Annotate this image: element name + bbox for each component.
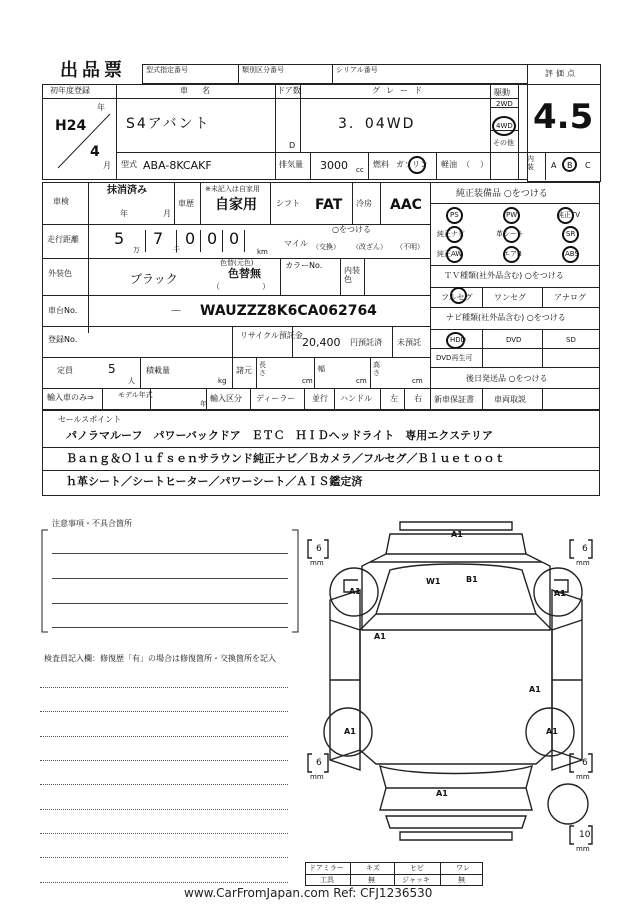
shift-label: シフト	[276, 199, 300, 208]
equip-sunroof: SR	[566, 230, 576, 238]
damage-label: A1	[554, 589, 566, 598]
history-label: 車歴	[178, 199, 194, 208]
fuel-other-open: （	[462, 160, 470, 169]
color-no-label: カラーNo.	[285, 261, 323, 270]
cc-unit: cc	[356, 166, 364, 174]
mileage-exchanged: （交換）	[312, 243, 340, 251]
equip-abs: ABS	[565, 250, 579, 258]
inspection-month-unit: 月	[163, 209, 171, 218]
history-note: ※未記入は自家用	[205, 185, 260, 193]
grade-label: グレード	[372, 86, 428, 95]
equip-airbag: エアB	[503, 250, 522, 258]
navi-dvd-playback: DVD再生可	[436, 354, 473, 362]
mileage-unknown: （不明）	[396, 243, 424, 251]
capacity-unit: 人	[128, 377, 135, 385]
legend-cell: 工具	[320, 876, 334, 884]
car-name: S4アバント	[126, 116, 211, 132]
year-unit: 年	[97, 103, 105, 112]
inspection-year-unit: 年	[120, 209, 128, 218]
footer-watermark: www.CarFromJapan.com Ref: CFJ1236530	[184, 886, 433, 900]
color-bracket-close: ）	[262, 282, 270, 291]
tire-mm: mm	[576, 559, 590, 567]
damage-label: A1	[546, 727, 558, 736]
equip-circle	[446, 226, 463, 243]
car-name-label: 車名	[180, 86, 224, 95]
equip-ps: PS	[450, 211, 459, 219]
recycle-label: リサイクル預託金	[240, 331, 303, 340]
interior-label: 内装	[527, 155, 534, 171]
warranty-book: 新車保証書	[434, 395, 474, 404]
chassis-label: 車台No.	[48, 306, 78, 315]
legend-cell: ヒビ	[410, 864, 424, 872]
import-type-label: 輸入区分	[210, 394, 242, 403]
fuel-label: 燃料	[373, 160, 389, 169]
handle-left: 左	[390, 394, 398, 403]
color-change-value: 色替無	[228, 267, 261, 280]
legend-cell: ジャッキ	[402, 876, 430, 884]
drive-4wd-circle	[492, 116, 516, 136]
mileage-digit: 0	[207, 229, 218, 248]
width-cm: cm	[356, 377, 367, 385]
drive-label: 駆動	[494, 88, 510, 97]
inspection-value: 抹消済み	[107, 185, 147, 196]
ac-value: AAC	[390, 197, 422, 213]
fuel-gasoline-circle	[408, 156, 426, 174]
height-label: 高さ	[373, 361, 380, 377]
length-label: 長さ	[259, 361, 266, 377]
legend-cell: 無	[368, 876, 375, 884]
doors-unit: D	[289, 141, 296, 150]
recycle-value: 20,400	[302, 336, 341, 349]
dimensions-label: 諸元	[236, 366, 252, 375]
tire-mm: mm	[576, 845, 590, 853]
damage-label: B1	[466, 575, 478, 584]
chassis-number: WAUZZZ8K6CA062764	[200, 303, 377, 319]
header-id-box	[142, 64, 528, 84]
sales-points-label: セールスポイント	[58, 415, 122, 424]
equipment-title: 純正装備品 ○をつける	[456, 189, 548, 199]
legend-cell: ドアミラー	[309, 864, 344, 872]
drive-4wd: 4WD	[496, 122, 513, 130]
damage-label: A1	[529, 685, 541, 694]
type-designation-label: 型式指定番号	[146, 66, 188, 74]
length-cm: cm	[302, 377, 313, 385]
height-cm: cm	[412, 377, 423, 385]
capacity-label: 定員	[57, 366, 73, 375]
interior-grade-c: C	[585, 161, 591, 170]
damage-label: A1	[451, 530, 463, 539]
serial-number-label: シリアル番号	[336, 66, 378, 74]
sales-point-line: Ｂａｎｇ＆Ｏｌｕｆｓｅｎサラウンド純正ナビ／Ｂカメラ／フルセグ／Ｂｌｕｅｔｏｏｔ	[66, 452, 506, 465]
drive-2wd: 2WD	[496, 100, 513, 108]
navi-hdd-circle	[446, 332, 465, 349]
score-value: 4.5	[533, 97, 594, 137]
equip-circle	[446, 207, 463, 224]
damage-label: A1	[436, 789, 448, 798]
equip-pw: PW	[506, 211, 518, 219]
recycle-unpaid: 未預託	[397, 338, 421, 347]
mileage-man-unit: 万	[133, 246, 140, 254]
damage-label: W1	[426, 577, 441, 586]
score-label: 評価点	[545, 69, 578, 78]
model-code: ABA-8KCAKF	[143, 159, 212, 172]
int-color-label: 内装色	[344, 266, 360, 284]
damage-label: A1	[349, 587, 361, 596]
fuel-gasoline: ガソリン	[396, 160, 428, 169]
navi-title: ナビ種類(社外品含む) ○をつける	[446, 313, 566, 322]
interior-grade-a: A	[551, 161, 557, 170]
equip-circle	[562, 246, 579, 263]
ext-color-value: ブラック	[130, 272, 178, 286]
mileage-digit: 0	[185, 229, 196, 248]
displacement-label: 排気量	[279, 160, 303, 169]
navi-sd: SD	[566, 336, 576, 344]
displacement-value: 3000	[320, 159, 348, 172]
mileage-digit: 7	[153, 229, 164, 248]
equip-leather: 革シート	[496, 230, 524, 238]
sales-point-line: ｈ革シート／シートヒーター／パワーシート／ＡＩＳ鑑定済	[66, 475, 363, 488]
equip-tv: 純正TV	[557, 211, 581, 219]
load-kg: kg	[218, 377, 227, 385]
mileage-label: 走行距離	[47, 235, 79, 244]
model-year-unit: 年	[200, 400, 207, 408]
width-label: 幅	[318, 365, 325, 373]
tire-mm: mm	[310, 559, 324, 567]
tire-mm: mm	[576, 773, 590, 781]
load-label: 積載量	[146, 366, 170, 375]
mileage-sen-unit: 千	[173, 246, 180, 254]
equip-aw: 純正AW	[437, 250, 463, 258]
notes-label: 注意事項・不具合箇所	[52, 519, 132, 528]
capacity-value: 5	[108, 362, 116, 376]
equip-circle	[503, 207, 520, 224]
tire-mm: mm	[310, 773, 324, 781]
interior-grade-b: B	[567, 161, 573, 170]
first-reg-label: 初年度登録	[50, 86, 90, 95]
after-ship-title: 後日発送品 ○をつける	[466, 374, 548, 383]
doors-label: ドア数	[277, 86, 301, 95]
equip-circle	[562, 226, 579, 243]
tire-depth: 6	[582, 758, 588, 768]
category-number-label: 類別区分番号	[242, 66, 284, 74]
legend-cell: キズ	[366, 864, 380, 872]
tire-depth: 6	[316, 758, 322, 768]
color-change-label: 色替(元色)	[220, 259, 254, 267]
first-reg-month: 4	[90, 144, 100, 160]
notes-bracket	[40, 528, 302, 636]
legend-cell: ワレ	[456, 864, 470, 872]
mile-label: マイル	[284, 239, 308, 248]
mileage-tampered: （改ざん）	[352, 243, 387, 251]
ext-color-label: 外装色	[48, 269, 72, 278]
owner-manual: 車両取説	[494, 395, 526, 404]
month-unit: 月	[103, 161, 111, 170]
car-damage-diagram	[300, 510, 610, 870]
tv-fullseg-circle	[450, 287, 467, 304]
inspector-label: 検査員記入欄：修復歴「有」の場合は修復箇所・交換箇所を記入	[44, 654, 276, 663]
shift-value: FAT	[315, 197, 343, 213]
equip-circle	[446, 246, 463, 263]
form-title: 出品票	[60, 60, 126, 81]
equip-circle	[503, 246, 520, 263]
model-year-label: モデル年式	[118, 391, 153, 399]
registration-label: 登録No.	[48, 335, 78, 344]
inspection-label: 車検	[53, 197, 69, 206]
mileage-digit: 0	[229, 229, 240, 248]
equip-circle	[557, 207, 574, 224]
tv-oneseg: ワンセグ	[494, 293, 526, 302]
import-dealer: ディーラー	[256, 394, 296, 403]
mileage-digit: 5	[114, 229, 125, 248]
diesel-label: 軽油	[441, 160, 457, 169]
chassis-dash: －	[170, 304, 183, 318]
navi-dvd: DVD	[506, 336, 522, 344]
ac-label: 冷房	[356, 199, 372, 208]
history-value: 自家用	[215, 197, 257, 213]
tv-fullseg: フルセグ	[441, 293, 473, 302]
fuel-other-close: ）	[480, 160, 488, 169]
tire-depth: 10	[579, 830, 591, 840]
legend-cell: 無	[458, 876, 465, 884]
tire-depth: 6	[582, 544, 588, 554]
model-label: 型式	[121, 160, 137, 169]
equip-navi: 純正ナビ	[437, 230, 465, 238]
import-label: 輸入車のみ⇒	[47, 393, 94, 402]
import-parallel: 並行	[312, 394, 328, 403]
drive-other: その他	[493, 139, 514, 147]
equip-circle	[503, 226, 520, 243]
navi-hdd: HDD	[450, 336, 467, 344]
damage-label: A1	[374, 632, 386, 641]
damage-label: A1	[344, 727, 356, 736]
interior-b-circle	[562, 157, 577, 172]
sales-point-line: パノラマルーフ パワーバックドア ＥＴＣ ＨＩＤヘッドライト 専用エクステリア	[66, 429, 493, 442]
handle-right: 右	[414, 394, 422, 403]
tire-depth: 6	[316, 544, 322, 554]
recycle-paid: 円預託済	[350, 338, 382, 347]
mileage-circle-note: ○をつける	[332, 225, 371, 234]
grade-value: 3．04WD	[338, 116, 416, 132]
handle-label: ハンドル	[340, 394, 372, 403]
mileage-km-unit: km	[257, 248, 268, 256]
color-bracket-open: （	[212, 282, 220, 291]
tv-title: ＴＶ種類(社外品含む) ○をつける	[444, 271, 564, 280]
tv-analog: アナログ	[554, 293, 586, 302]
first-reg-year: H24	[55, 118, 87, 134]
